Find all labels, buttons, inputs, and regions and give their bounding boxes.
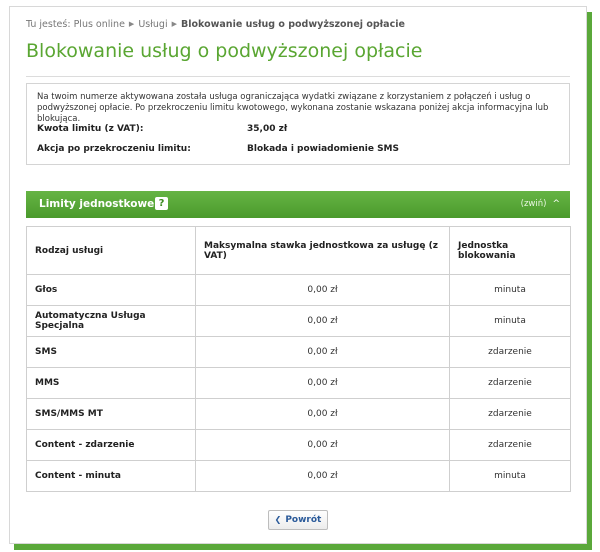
- table-row: [27, 430, 571, 461]
- chevron-left-icon: ❮: [274, 515, 282, 524]
- service-unit: minuta: [450, 306, 571, 337]
- service-name: MMS: [27, 368, 196, 399]
- help-icon[interactable]: ?: [155, 197, 168, 210]
- table-row: [27, 275, 571, 306]
- service-name: Automatyczna Usługa Specjalna: [27, 306, 196, 337]
- content-panel: [9, 6, 587, 544]
- limit-action-label: Akcja po przekroczeniu limitu:: [37, 144, 191, 154]
- service-rate: 0,00 zł: [196, 399, 450, 430]
- service-rate: 0,00 zł: [196, 368, 450, 399]
- limit-amount-value: 35,00 zł: [247, 124, 288, 134]
- service-name: Głos: [27, 275, 196, 306]
- collapse-toggle[interactable]: [521, 199, 560, 209]
- back-button-label: Powrót: [285, 515, 322, 525]
- limit-action-value: Blokada i powiadomienie SMS: [247, 144, 399, 154]
- chevron-up-icon: ^: [552, 199, 560, 209]
- breadcrumb-separator-icon: ▶: [128, 20, 135, 28]
- limit-amount-label: Kwota limitu (z VAT):: [37, 124, 144, 134]
- service-name: SMS/MMS MT: [27, 399, 196, 430]
- section-title: Limity jednostkowe: [39, 198, 155, 210]
- service-name: SMS: [27, 337, 196, 368]
- service-unit: zdarzenie: [450, 430, 571, 461]
- service-rate: 0,00 zł: [196, 430, 450, 461]
- table-row: [27, 461, 571, 492]
- breadcrumb: [26, 19, 405, 30]
- column-header-service: Rodzaj usługi: [27, 227, 196, 275]
- service-rate: 0,00 zł: [196, 275, 450, 306]
- service-name: Content - minuta: [27, 461, 196, 492]
- unit-limits-table: [26, 226, 571, 492]
- back-button[interactable]: [268, 510, 328, 530]
- table-row: [27, 306, 571, 337]
- breadcrumb-item-home[interactable]: Tu jesteś: Plus online: [26, 19, 125, 30]
- service-name: Content - zdarzenie: [27, 430, 196, 461]
- table-header-row: [27, 227, 571, 275]
- service-unit: zdarzenie: [450, 337, 571, 368]
- table-row: [27, 337, 571, 368]
- breadcrumb-separator-icon: ▶: [171, 20, 177, 28]
- service-rate: 0,00 zł: [196, 306, 450, 337]
- limit-description: Na twoim numerze aktywowana została usługa ograniczająca wydatki związane z korzystaniem z połączeń i usług o podwyższonej opłacie. Po przekroczeniu limitu kwotowego, wykonana zostanie wskazana poniżej akcja informacyjna lub blokująca.: [37, 92, 549, 124]
- title-divider: [26, 76, 570, 77]
- column-header-max-rate: Maksymalna stawka jednostkowa za usługę (z VAT): [196, 227, 450, 275]
- service-unit: zdarzenie: [450, 368, 571, 399]
- table-row: [27, 368, 571, 399]
- breadcrumb-item-services[interactable]: Usługi: [138, 19, 168, 30]
- service-unit: minuta: [450, 275, 571, 306]
- limit-info-box: [26, 83, 570, 165]
- page-title: Blokowanie usług o podwyższonej opłacie: [26, 40, 423, 62]
- unit-limits-section-header[interactable]: [26, 191, 570, 218]
- service-rate: 0,00 zł: [196, 461, 450, 492]
- column-header-block-unit: Jednostka blokowania: [450, 227, 571, 275]
- table-row: [27, 399, 571, 430]
- service-unit: minuta: [450, 461, 571, 492]
- breadcrumb-item-current: Blokowanie usług o podwyższonej opłacie: [181, 19, 405, 30]
- service-unit: zdarzenie: [450, 399, 571, 430]
- service-rate: 0,00 zł: [196, 337, 450, 368]
- collapse-label: (zwiń): [520, 199, 547, 209]
